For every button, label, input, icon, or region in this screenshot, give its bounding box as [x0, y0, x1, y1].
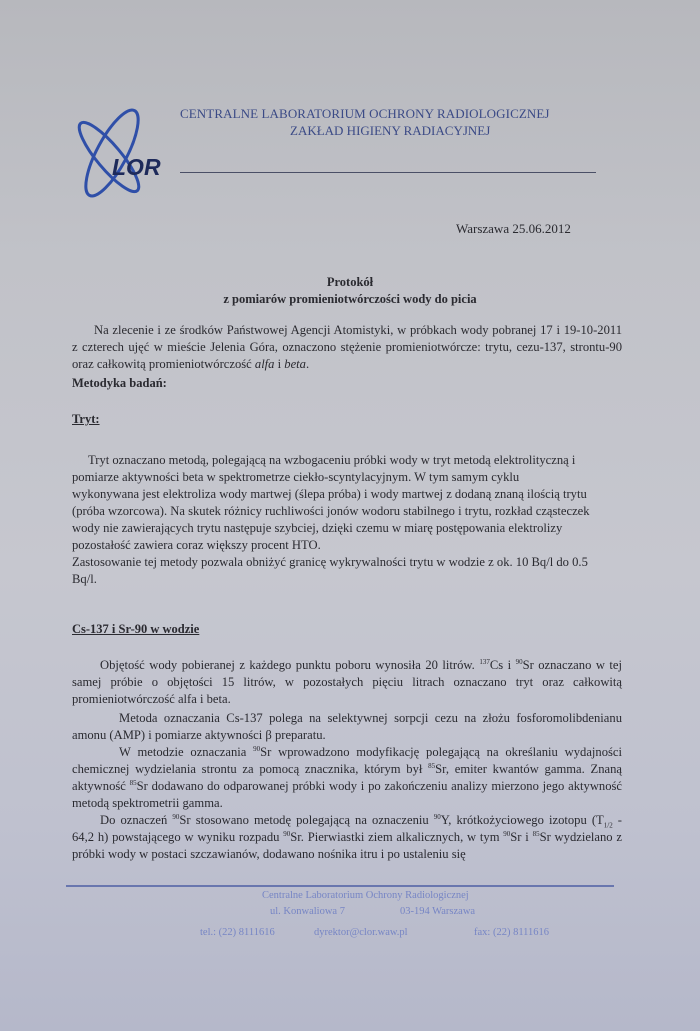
- tritium-heading: Tryt:: [72, 412, 100, 426]
- logo-text: LOR: [112, 154, 161, 180]
- footer-city: 03-194 Warszawa: [400, 906, 476, 917]
- footer-email: dyrektor@clor.waw.pl: [314, 927, 408, 938]
- tritium-line: wykonywana jest elektroliza wody martwej (ślepa próba) i wody martwej z dodaną znaną ilością trytu: [72, 487, 587, 501]
- cs-sr-paragraph-2: Metoda oznaczania Cs-137 polega na selektywnej sorpcji cezu na złożu fosforomolibdenianu amonu (AMP) i pomiarze aktywności β preparatu.: [72, 711, 622, 742]
- intro-end: .: [305, 357, 310, 371]
- cs-sr-paragraph-1: [72, 657, 622, 708]
- text: Sr. Pierwiastki ziem alkalicznych, w tym: [290, 830, 504, 844]
- intro-paragraph: [72, 322, 622, 373]
- intro-and: i: [274, 357, 285, 371]
- document-date: Warszawa 25.06.2012: [456, 221, 571, 236]
- tritium-line: pomiarze aktywności beta w spektrometrze ciekło-scyntylacyjnym. W tym samym cyklu: [72, 470, 520, 484]
- isotope-mass: 90: [253, 745, 261, 753]
- text: Sr wydzielano z próbki wody w postaci szczawianów, dodawano nośnika itru i po ustaleniu się: [72, 830, 622, 861]
- isotope-mass: 85: [428, 762, 436, 770]
- tritium-line: Tryt oznaczano metodą, polegającą na wzbogaceniu próbki wody w tryt metodą elektrolityczną i: [88, 453, 576, 467]
- footer-phone: tel.: (22) 8111616: [200, 927, 275, 938]
- intro-beta: beta: [284, 357, 306, 371]
- text: Objętość wody pobieranej z każdego punktu poboru wynosiła 20 litrów.: [100, 658, 480, 672]
- footer-street: ul. Konwaliowa 7: [270, 906, 345, 917]
- tritium-line: Bq/l.: [72, 572, 97, 586]
- text: Y, krótkożyciowego izotopu (T: [440, 813, 604, 827]
- intro-alfa: alfa: [254, 357, 275, 371]
- text: Sr, emiter kwantów gamma. Znaną aktywność: [72, 762, 622, 793]
- institution-name: CENTRALNE LABORATORIUM OCHRONY RADIOLOGICZNEJ: [180, 106, 550, 121]
- footer-divider: [66, 885, 614, 887]
- department-name: ZAKŁAD HIGIENY RADIACYJNEJ: [290, 123, 491, 138]
- intro-text: Na zlecenie i ze środków Państwowej Agencji Atomistyki, w próbkach wody pobranej 17 i 19-10-2011 z czterech ujęć w mieście Jelenia Góra, oznaczono stężenie promieniotwórcze: trytu, cezu-137, strontu-90 oraz całkowitą promieniotwórczość: [72, 323, 622, 371]
- document-title: Protokół: [326, 275, 374, 289]
- footer-fax: fax: (22) 8111616: [474, 927, 550, 938]
- tritium-line: Zastosowanie tej metody pozwala obniżyć granicę wykrywalności trytu w wodzie z ok. 10 Bq/l do 0.5: [72, 555, 588, 569]
- isotope-mass: 85: [129, 779, 137, 787]
- tritium-line: pozostałość zawiera coraz większy procent HTO.: [72, 538, 321, 552]
- text: Cs i: [489, 658, 516, 672]
- document-subtitle: z pomiarów promieniotwórczości wody do picia: [223, 292, 477, 306]
- text: Do oznaczeń: [100, 813, 173, 827]
- isotope-mass: 90: [283, 830, 291, 838]
- text: Sr i: [510, 830, 533, 844]
- cs-sr-heading: Cs-137 i Sr-90 w wodzie: [72, 622, 200, 636]
- header-divider: [180, 172, 596, 173]
- isotope-mass: 90: [515, 658, 523, 666]
- tritium-paragraph: [72, 452, 632, 588]
- tritium-line: (próba wzorcowa). Na skutek różnicy ruchliwości jonów wodoru stabilnego i trytu, rozkład cząsteczek: [72, 504, 590, 518]
- text: Sr stosowano metodę polegającą na oznaczeniu: [179, 813, 434, 827]
- text: W metodzie oznaczania: [119, 745, 254, 759]
- isotope-mass: 90: [503, 830, 511, 838]
- isotope-mass: 90: [172, 813, 180, 821]
- methodology-heading: Metodyka badań:: [72, 376, 167, 390]
- text: - 64,2 h) powstającego w wyniku rozpadu: [72, 813, 622, 844]
- cs-sr-paragraph-4: [72, 812, 622, 863]
- isotope-mass: 137: [479, 658, 490, 666]
- text: Sr dodawano do odparowanej próbki wody i po zakończeniu analizy mierzono jego aktywność metodą spektrometrii gamma.: [72, 779, 622, 810]
- tritium-line: wody nie zawierających trytu następuje szybciej, dzięki czemu w miarę postępowania elektrolizy: [72, 521, 563, 535]
- footer-institution: Centralne Laboratorium Ochrony Radiologicznej: [262, 890, 469, 901]
- text: Sr wprowadzono modyfikację polegającą na określaniu wydajności chemicznej wydzielania strontu za pomocą znacznika, którym był: [72, 745, 622, 776]
- atom-orbit-icon: [72, 105, 148, 200]
- isotope-mass: 90: [433, 813, 441, 821]
- clor-logo: [64, 105, 164, 200]
- text: Sr oznaczano w tej samej próbie o objętości 15 litrów, w pozostałych pięciu litrach oznaczano tryt oraz całkowitą promieniotwórczość alfa i beta.: [72, 658, 622, 706]
- half-life-subscript: 1/2: [603, 821, 613, 830]
- isotope-mass: 85: [532, 830, 540, 838]
- cs-sr-paragraph-3: [72, 744, 622, 812]
